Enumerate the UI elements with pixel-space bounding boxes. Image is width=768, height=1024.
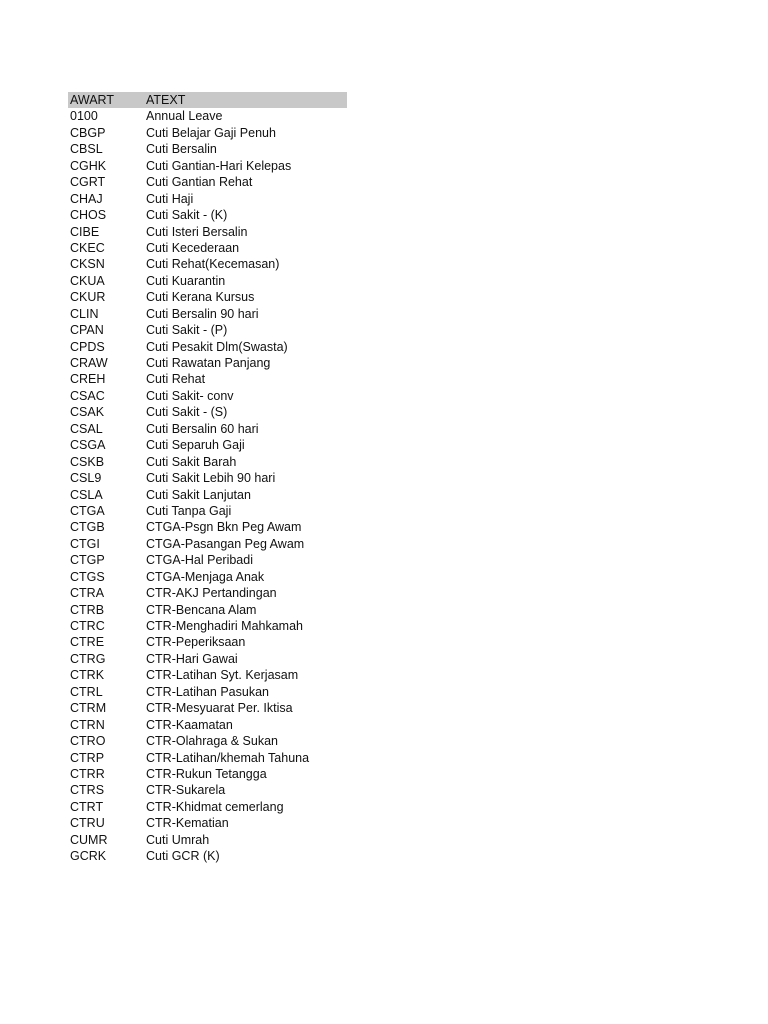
leave-code-cell: CKEC: [70, 240, 105, 255]
leave-code-cell: CKSN: [70, 257, 105, 272]
leave-code-cell: CHAJ: [70, 191, 103, 206]
table-row: [68, 684, 347, 700]
leave-description-cell: CTGA-Hal Peribadi: [146, 553, 253, 568]
leave-description-cell: Cuti Separuh Gaji: [146, 438, 245, 453]
leave-description-cell: Cuti Tanpa Gaji: [146, 503, 232, 518]
table-row: [68, 125, 347, 141]
table-row: [68, 799, 347, 815]
table-row: [68, 306, 347, 322]
table-row: [68, 766, 347, 782]
table-row: [68, 108, 347, 124]
leave-description-cell: CTGA-Pasangan Peg Awam: [146, 536, 305, 551]
leave-description-cell: CTR-Kaamatan: [146, 717, 233, 732]
table-row: [68, 191, 347, 207]
leave-description-cell: Cuti Kecederaan: [146, 240, 240, 255]
table-row: [68, 289, 347, 305]
leave-description-cell: CTR-Bencana Alam: [146, 602, 257, 617]
table-body: [68, 108, 347, 864]
leave-description-cell: CTGA-Menjaga Anak: [146, 569, 265, 584]
leave-description-cell: CTR-Hari Gawai: [146, 651, 238, 666]
table-row: [68, 273, 347, 289]
leave-code-cell: CTRA: [70, 586, 105, 601]
leave-description-cell: CTR-Kematian: [146, 816, 229, 831]
table-header-row: [68, 92, 347, 108]
leave-description-cell: Cuti Belajar Gaji Penuh: [146, 125, 276, 140]
leave-code-cell: CTGA: [70, 503, 105, 518]
leave-code-cell: CKUR: [70, 290, 106, 305]
leave-code-cell: CREH: [70, 372, 106, 387]
table-row: [68, 470, 347, 486]
leave-code-cell: CTRK: [70, 668, 105, 683]
leave-code-cell: CSGA: [70, 438, 106, 453]
leave-code-cell: GCRK: [70, 849, 107, 864]
leave-code-cell: CBSL: [70, 142, 103, 157]
table-row: [68, 782, 347, 798]
leave-description-cell: CTR-Menghadiri Mahkamah: [146, 619, 304, 633]
leave-description-cell: CTR-Latihan Syt. Kerjasam: [146, 668, 299, 683]
leave-description-cell: Cuti Rehat(Kecemasan): [146, 257, 280, 272]
leave-code-cell: CTRU: [70, 816, 105, 831]
leave-description-cell: Cuti Isteri Bersalin: [146, 224, 248, 239]
leave-description-cell: Cuti Sakit - (S): [146, 405, 228, 420]
leave-code-cell: CTRP: [70, 750, 105, 765]
table-row: [68, 487, 347, 503]
leave-description-cell: Cuti Sakit - (P): [146, 323, 228, 338]
leave-description-cell: CTR-Latihan/khemah Tahuna: [146, 750, 310, 765]
table-row: [68, 700, 347, 716]
leave-description-cell: Cuti Bersalin 90 hari: [146, 306, 259, 321]
leave-description-cell: Cuti Gantian Rehat: [146, 175, 253, 190]
leave-description-cell: Cuti GCR (K): [146, 849, 220, 864]
leave-description-cell: Cuti Sakit- conv: [146, 388, 234, 403]
leave-code-cell: CBGP: [70, 125, 106, 140]
leave-description-cell: CTR-Peperiksaan: [146, 635, 246, 650]
leave-description-cell: CTGA-Psgn Bkn Peg Awam: [146, 520, 302, 535]
column-header-awart: AWART: [70, 93, 114, 107]
leave-description-cell: Cuti Bersalin: [146, 142, 217, 157]
leave-code-cell: CSAL: [70, 421, 103, 436]
leave-description-cell: CTR-Rukun Tetangga: [146, 766, 267, 781]
table-row: [68, 717, 347, 733]
leave-code-cell: CUMR: [70, 832, 108, 847]
leave-code-cell: CSLA: [70, 487, 103, 502]
table-row: [68, 519, 347, 535]
table-row: [68, 240, 347, 256]
leave-code-cell: CTRE: [70, 635, 105, 650]
table-row: [68, 503, 347, 519]
leave-code-cell: CTRC: [70, 619, 105, 633]
table-row: [68, 634, 347, 650]
table-row: [68, 437, 347, 453]
leave-description-cell: Cuti Haji: [146, 191, 194, 206]
table-row: [68, 158, 347, 174]
leave-code-cell: CTRR: [70, 766, 105, 781]
table-row: [68, 618, 347, 634]
leave-description-cell: Cuti Sakit Barah: [146, 454, 237, 469]
leave-description-cell: Cuti Gantian-Hari Kelepas: [146, 158, 292, 173]
leave-code-cell: CTRS: [70, 783, 105, 798]
leave-code-cell: CTRM: [70, 701, 107, 716]
leave-description-cell: CTR-Mesyuarat Per. Iktisa: [146, 701, 293, 716]
leave-code-cell: CPDS: [70, 339, 105, 354]
leave-description-cell: Cuti Sakit Lanjutan: [146, 487, 251, 502]
leave-code-cell: CSAK: [70, 405, 105, 420]
leave-description-cell: Cuti Sakit Lebih 90 hari: [146, 471, 276, 486]
leave-description-cell: CTR-Khidmat cemerlang: [146, 799, 284, 814]
leave-code-cell: CLIN: [70, 306, 99, 321]
leave-description-cell: CTR-AKJ Pertandingan: [146, 586, 277, 601]
table-row: [68, 552, 347, 568]
leave-description-cell: CTR-Latihan Pasukan: [146, 684, 269, 699]
table-row: [68, 536, 347, 552]
table-row: [68, 339, 347, 355]
table-row: [68, 207, 347, 223]
table-row: [68, 848, 347, 864]
leave-code-cell: CRAW: [70, 356, 108, 370]
table-row: [68, 750, 347, 766]
leave-description-cell: Cuti Pesakit Dlm(Swasta): [146, 339, 288, 354]
table-row: [68, 454, 347, 470]
leave-code-cell: CTRB: [70, 602, 105, 617]
table-row: [68, 602, 347, 618]
table-row: [68, 585, 347, 601]
leave-code-cell: CTRL: [70, 684, 103, 699]
leave-code-cell: CTGS: [70, 569, 105, 584]
leave-code-cell: CTGB: [70, 520, 105, 535]
leave-code-cell: CGHK: [70, 158, 107, 173]
table-row: [68, 256, 347, 272]
leave-code-cell: CTGP: [70, 553, 105, 568]
table-row: [68, 322, 347, 338]
table-row: [68, 371, 347, 387]
table-row: [68, 224, 347, 240]
leave-code-cell: CTRN: [70, 717, 105, 732]
leave-code-cell: CTRO: [70, 734, 106, 749]
leave-code-cell: CTGI: [70, 536, 100, 551]
leave-code-cell: CGRT: [70, 175, 106, 190]
leave-description-cell: Cuti Bersalin 60 hari: [146, 421, 259, 436]
table-row: [68, 651, 347, 667]
leave-code-cell: 0100: [70, 109, 98, 124]
leave-description-cell: CTR-Olahraga & Sukan: [146, 734, 279, 749]
leave-code-cell: CTRG: [70, 651, 106, 666]
column-header-atext: ATEXT: [146, 93, 186, 107]
leave-type-table: [68, 92, 347, 865]
table-row: [68, 667, 347, 683]
leave-code-cell: CSL9: [70, 471, 102, 486]
table-row: [68, 141, 347, 157]
table-row: [68, 569, 347, 585]
leave-description-cell: Annual Leave: [146, 109, 223, 124]
leave-code-cell: CKUA: [70, 273, 105, 288]
leave-description-cell: Cuti Sakit - (K): [146, 208, 228, 223]
leave-code-cell: CTRT: [70, 799, 104, 814]
leave-code-cell: CIBE: [70, 224, 100, 239]
leave-code-cell: CPAN: [70, 323, 104, 338]
leave-code-cell: CHOS: [70, 208, 107, 223]
leave-description-cell: Cuti Kuarantin: [146, 273, 226, 288]
leave-description-cell: Cuti Umrah: [146, 832, 210, 847]
table-row: [68, 174, 347, 190]
table-row: [68, 733, 347, 749]
leave-description-cell: Cuti Kerana Kursus: [146, 290, 255, 305]
table-row: [68, 404, 347, 420]
leave-code-cell: CSKB: [70, 454, 105, 469]
table-row: [68, 421, 347, 437]
leave-description-cell: Cuti Rawatan Panjang: [146, 356, 271, 370]
table-row: [68, 832, 347, 848]
table-row: [68, 388, 347, 404]
leave-description-cell: Cuti Rehat: [146, 372, 206, 387]
leave-code-cell: CSAC: [70, 388, 105, 403]
table-row: [68, 355, 347, 371]
table-row: [68, 815, 347, 831]
leave-description-cell: CTR-Sukarela: [146, 783, 226, 798]
